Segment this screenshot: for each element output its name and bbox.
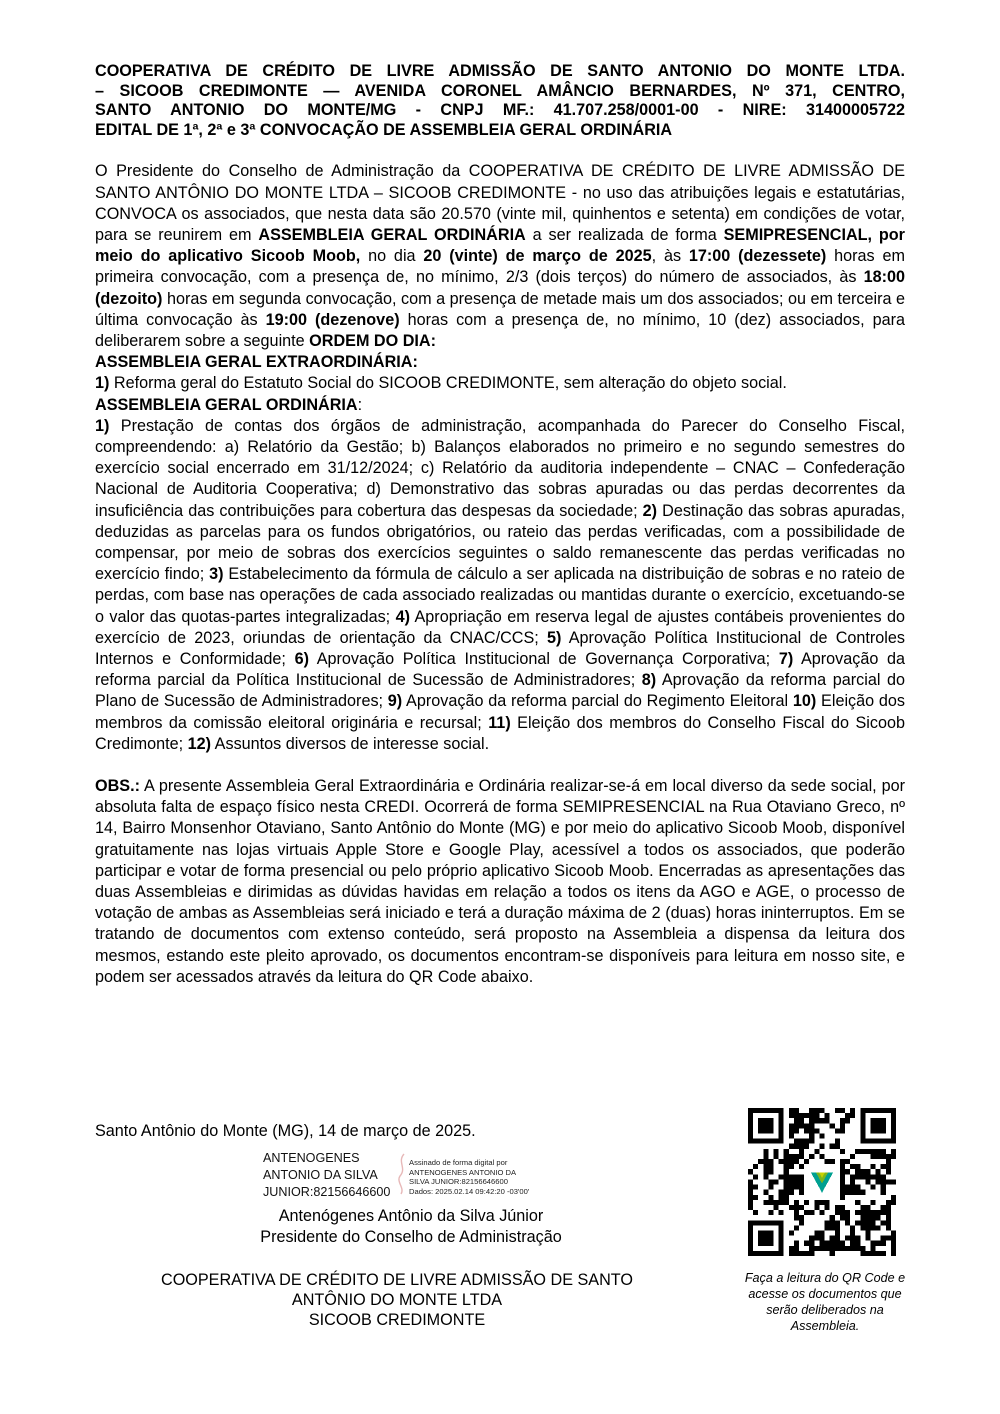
signature-mark-icon [395, 1152, 409, 1196]
document-title: EDITAL DE 1ª, 2ª e 3ª CONVOCAÇÃO DE ASSEMBLEIA GERAL ORDINÁRIA [95, 120, 673, 139]
ago-items: 1) Prestação de contas dos órgãos de administração, acompanhada do Parecer do Conselho Fiscal, compreendendo: a) Relatório da Gestão; b) Balanços elaborados no primeiro e no segundo semestres do exercício social encerrado em 31/12/2024; c) Relatório da auditoria independente – CNAC – Confederação Nacional de Auditoria Cooperativa; d) Demonstrativo das sobras apuradas ou das perdas decorrentes da insuficiência das contribuições para cobertura das despesas da sociedade; 2) Destinação das sobras apuradas, deduzidas as parcelas para os fundos obrigatórios, ou rateio das perdas verificadas, com a possibilidade de compensar, por meio de sobras dos exercícios seguintes o saldo remanescente das perdas verificadas no exercício findo; 3) Estabelecimento da fórmula de cálculo a ser aplicada na distribuição de sobras e no rateio de perdas, com base nas operações de cada associado realizadas ou mantidas durante o exercício, excetuando-se o valor das quotas-partes integralizadas; 4) Apropriação em reserva legal de ajustes contábeis provenientes do exercício de 2023, oriundas de orientação da CNAC/CCS; 5) Aprovação Política Institucional de Controles Internos e Conformidade; 6) Aprovação Política Institucional de Governança Corporativa; 7) Aprovação da reforma parcial da Política Institucional de Sucessão de Administradores; 8) Aprovação da reforma parcial do Plano de Sucessão de Administradores; 9) Aprovação da reforma parcial do Regimento Eleitoral 10) Eleição dos membros da comissão eleitoral originária e recursal; 11) Eleição dos membros do Conselho Fiscal do Sicoob Credimonte; 12) Assuntos diversos de interesse social. [95, 416, 906, 753]
signature-name: ANTENOGENES ANTONIO DA SILVA JUNIOR:82156646600 [263, 1151, 391, 1199]
intro-paragraph: O Presidente do Conselho de Administração da COOPERATIVA DE CRÉDITO DE LIVRE ADMISSÃO DE SANTO ANTÔNIO DO MONTE LTDA – SICOOB CREDIMONTE - no uso das atribuições legais e estatutárias, CONVOCA os associados, que nesta data são 20.570 (vinte mil, quinhentos e setenta) em condições de votar, para se reunirem em ASSEMBLEIA GERAL ORDINÁRIA a ser realizada de forma SEMIPRESENCIAL, por meio do aplicativo Sicoob Moob, no dia 20 (vinte) de março de 2025, às 17:00 (dezessete) horas em primeira convocação, com a presença de, no mínimo, 2/3 (dois terços) do número de associados, às 18:00 (dezoito) horas em segunda convocação, com a presença de metade mais um dos associados; ou em terceira e última convocação às 19:00 (dezenove) horas com a presença de, no mínimo, 10 (dez) associados, para deliberarem sobre a seguinte ORDEM DO DIA: [95, 162, 905, 350]
signer-name: Antenógenes Antônio da Silva Júnior [278, 1207, 544, 1225]
header-line: SANTO ANTONIO DO MONTE/MG - CNPJ MF.: 41.707.258/0001-00 - NIRE: 31400005722 [95, 101, 905, 120]
obs-paragraph: OBS.: A presente Assembleia Geral Extraordinária e Ordinária realizar-se-á em local diverso da sede social, por absoluta falta de espaço físico nesta CREDI. Ocorrerá de forma SEMIPRESENCIAL na Rua Otaviano Greco, nº 14, Bairro Monsenhor Otaviano, Santo Antônio do Monte (MG) e por meio do aplicativo Sicoob Moob, disponível gratuitamente nas lojas virtuais Apple Store e Google Play, acessível a todos os associados, que poderão participar e votar de forma presencial ou pelo próprio aplicativo Sicoob Moob. Encerradas as apresentações das duas Assembleias e dirimidas as dúvidas havidas em relação a todos os itens da AGO e AGE, o processo de votação de ambas as Assembleias será iniciado e terá a duração máxima de 2 (duas) horas ininterruptos. Em se tratando de documentos com extenso conteúdo, será proposto na Assembleia a dispensa da leitura dos mesmos, estando este pleito aprovado, os documentos encontram-se disponíveis para leitura em nosso site, e podem ser acessados através da leitura do QR Code abaixo. [95, 777, 905, 986]
edital-page [95, 62, 905, 988]
signature-details: Assinado de forma digital por ANTENOGENES ANTONIO DA SILVA JUNIOR:82156646600 Dados: 2025.02.14 09:42:20 -03'00' [409, 1158, 530, 1196]
header-line: – SICOOB CREDIMONTE — AVENIDA CORONEL AMÂNCIO BERNARDES, Nº 371, CENTRO, [95, 81, 905, 100]
qr-code-icon[interactable] [748, 1108, 896, 1256]
place-date: Santo Antônio do Monte (MG), 14 de março de 2025. [95, 1122, 476, 1140]
ago-title: ASSEMBLEIA GERAL ORDINÁRIA: [95, 395, 363, 414]
document-header [95, 62, 905, 140]
header-line: COOPERATIVA DE CRÉDITO DE LIVRE ADMISSÃO DE SANTO ANTONIO DO MONTE LTDA. [95, 62, 905, 80]
digital-signature [263, 1150, 563, 1206]
age-item: 1) Reforma geral do Estatuto Social do SICOOB CREDIMONTE, sem alteração do objeto social. [95, 374, 787, 393]
convocation-body [95, 161, 905, 755]
age-title: ASSEMBLEIA GERAL EXTRAORDINÁRIA: [95, 353, 418, 372]
signer [238, 1206, 584, 1248]
qr-caption: Faça a leitura do QR Code e acesse os documentos que serão deliberados na Assembleia. [744, 1271, 906, 1333]
cooperative-footer: COOPERATIVA DE CRÉDITO DE LIVRE ADMISSÃO DE SANTO ANTÔNIO DO MONTE LTDA SICOOB CREDIMONTE [161, 1271, 633, 1329]
signer-role: Presidente do Conselho de Administração [260, 1228, 562, 1246]
